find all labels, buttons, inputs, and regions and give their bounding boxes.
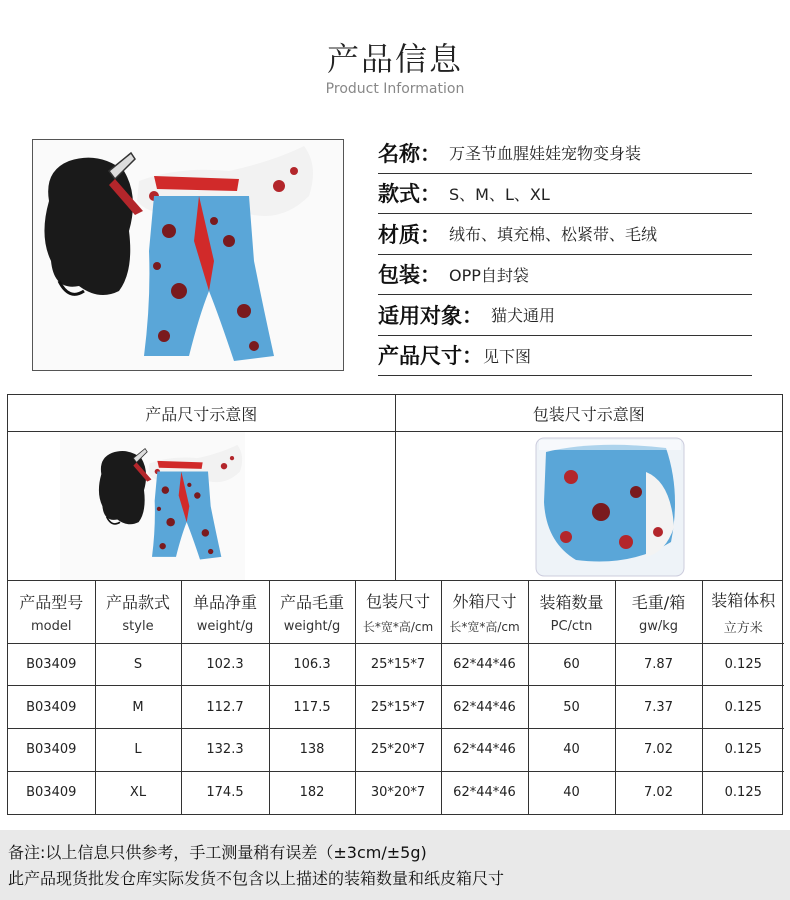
table-cell: 106.3 — [269, 643, 355, 686]
table-header-cell: 外箱尺寸 长*宽*高/cm — [441, 581, 528, 643]
size-table — [7, 394, 783, 815]
spec-row-name — [378, 133, 752, 174]
spec-row-target — [378, 295, 752, 336]
table-cell: B03409 — [8, 686, 95, 729]
table-row — [8, 643, 784, 686]
table-cell: 30*20*7 — [355, 771, 441, 814]
table-cell: 60 — [528, 643, 615, 686]
table-header-cell: 产品型号 model — [8, 581, 95, 643]
table-cell: 117.5 — [269, 686, 355, 729]
table-header-cell: 装箱体积 立方米 — [702, 581, 784, 643]
table-cell: B03409 — [8, 729, 95, 772]
table-cell: 25*15*7 — [355, 686, 441, 729]
table-cell: 138 — [269, 729, 355, 772]
diagram-images — [8, 432, 782, 581]
note-line: 备注:以上信息只供参考，手工测量稍有误差（±3cm/±5g) — [8, 843, 427, 862]
table-row — [8, 686, 784, 729]
spec-key: 款式： — [378, 182, 441, 207]
table-header-row — [8, 581, 784, 643]
table-cell: B03409 — [8, 643, 95, 686]
table-cell: S — [95, 643, 181, 686]
table-header-cell: 产品款式 style — [95, 581, 181, 643]
spec-key: 名称： — [378, 141, 441, 166]
costume-thumbnail-icon — [8, 432, 395, 580]
table-cell: 7.87 — [615, 643, 702, 686]
spec-value: 见下图 — [483, 346, 532, 366]
package-diagram-label: 包装尺寸示意图 — [532, 404, 645, 424]
table-cell: 62*44*46 — [441, 643, 528, 686]
table-cell: 25*20*7 — [355, 729, 441, 772]
table-cell: 102.3 — [181, 643, 269, 686]
spec-key: 适用对象： — [378, 303, 483, 328]
table-cell: 7.02 — [615, 729, 702, 772]
spec-row-style — [378, 174, 752, 215]
package-diagram — [396, 432, 783, 580]
table-header-cell: 装箱数量 PC/ctn — [528, 581, 615, 643]
product-photo — [32, 139, 344, 371]
spec-list — [378, 133, 752, 376]
spec-key: 包装： — [378, 263, 441, 288]
spec-value: 绒布、填充棉、松紧带、毛绒 — [449, 225, 658, 245]
table-cell: 0.125 — [702, 643, 784, 686]
product-diagram — [8, 432, 396, 580]
spec-value: 猫犬通用 — [491, 306, 556, 326]
spec-row-material — [378, 214, 752, 255]
table-cell: 62*44*46 — [441, 686, 528, 729]
spec-value: 万圣节血腥娃娃宠物变身装 — [449, 144, 642, 164]
table-cell: 0.125 — [702, 686, 784, 729]
table-cell: 25*15*7 — [355, 643, 441, 686]
note-line: 此产品现货批发仓库实际发货不包含以上描述的装箱数量和纸皮箱尺寸 — [8, 869, 505, 888]
table-cell: 132.3 — [181, 729, 269, 772]
table-cell: B03409 — [8, 771, 95, 814]
spec-value: S、M、L、XL — [449, 184, 550, 204]
spec-row-packaging — [378, 255, 752, 296]
costume-image-icon — [33, 140, 344, 371]
table-cell: 40 — [528, 771, 615, 814]
table-cell: 40 — [528, 729, 615, 772]
table-row — [8, 729, 784, 772]
table-cell: XL — [95, 771, 181, 814]
table-row — [8, 771, 784, 814]
table-cell: 0.125 — [702, 729, 784, 772]
table-cell: 7.02 — [615, 771, 702, 814]
table-cell: 7.37 — [615, 686, 702, 729]
page-header — [0, 38, 790, 98]
table-cell: 174.5 — [181, 771, 269, 814]
spec-key: 材质： — [378, 222, 441, 247]
product-diagram-label: 产品尺寸示意图 — [8, 395, 396, 431]
page-subtitle: Product Information — [325, 81, 465, 97]
table-header-cell: 毛重/箱 gw/kg — [615, 581, 702, 643]
table-cell: L — [95, 729, 181, 772]
table-cell: 50 — [528, 686, 615, 729]
spec-data-table — [8, 581, 784, 814]
diagram-header — [8, 395, 782, 432]
table-cell: 182 — [269, 771, 355, 814]
spec-value: OPP自封袋 — [449, 265, 529, 285]
spec-key: 产品尺寸： — [378, 344, 483, 369]
table-header-cell: 包装尺寸 长*宽*高/cm — [355, 581, 441, 643]
notes-panel — [0, 830, 790, 900]
page-title: 产品信息 — [326, 40, 463, 78]
table-cell: 0.125 — [724, 785, 762, 801]
table-header-cell: 产品毛重 weight/g — [269, 581, 355, 643]
table-cell: M — [95, 686, 181, 729]
table-cell: 62*44*46 — [441, 771, 528, 814]
spec-row-size — [378, 336, 752, 377]
table-header-cell: 单品净重 weight/g — [181, 581, 269, 643]
table-cell: 62*44*46 — [441, 729, 528, 772]
package-bag-icon — [396, 432, 783, 580]
table-cell: 112.7 — [181, 686, 269, 729]
